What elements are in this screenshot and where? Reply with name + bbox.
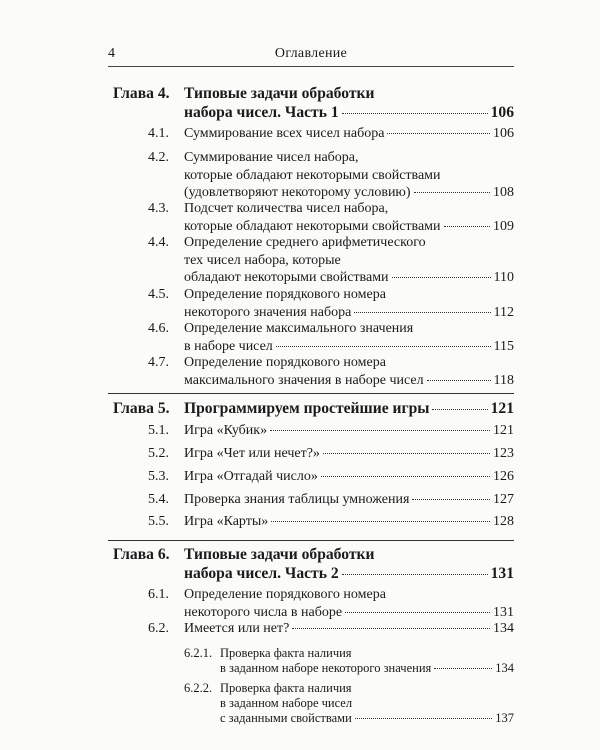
page-ref: 137 <box>495 711 514 725</box>
section-number: 5.3. <box>148 469 169 484</box>
entry-text: Игра «Карты» <box>184 514 269 529</box>
entry-text: набора чисел. Часть 1 <box>184 104 339 121</box>
section-number: 5.5. <box>148 514 169 529</box>
dot-leader <box>355 718 492 719</box>
entry-text: некоторого числа в наборе <box>184 604 343 620</box>
entry-text: Определение максимального значения <box>184 321 414 336</box>
entry-text: Игра «Кубик» <box>184 423 268 438</box>
section-divider <box>108 393 514 394</box>
section-number: 6.2. <box>148 621 169 636</box>
section-number: 4.1. <box>148 126 169 141</box>
page-number: 4 <box>108 46 115 61</box>
entry-text: Подсчет количества чисел набора, <box>184 201 389 216</box>
page-ref: 110 <box>493 270 514 285</box>
page-ref: 115 <box>493 338 514 354</box>
page-ref: 134 <box>493 621 514 636</box>
entry-text: Суммирование чисел набора, <box>184 150 359 165</box>
page-ref: 109 <box>493 218 514 234</box>
page-ref: 112 <box>493 304 514 320</box>
dot-leader <box>414 192 490 193</box>
subsection-number: 6.2.1. <box>184 646 213 660</box>
section-number: 4.5. <box>148 287 169 302</box>
entry-text: некоторого значения набора <box>184 304 352 320</box>
dot-leader <box>434 668 492 669</box>
subsection-number: 6.2.2. <box>184 681 213 695</box>
entry-text: Проверка знания таблицы умножения <box>184 492 410 507</box>
dot-leader <box>271 521 490 522</box>
entry-text: Игра «Отгадай число» <box>184 469 318 484</box>
entry-text: Определение порядкового номера <box>184 587 386 602</box>
entry-text: Проверка факта наличия <box>220 681 352 695</box>
dot-leader <box>387 133 490 134</box>
entry-text: с заданными свойствами <box>220 711 352 725</box>
entry-text: Игра «Чет или нечет?» <box>184 446 320 461</box>
dot-leader <box>321 476 490 477</box>
page-ref: 131 <box>493 604 514 620</box>
section-number: 5.1. <box>148 423 169 438</box>
page-ref: 108 <box>493 185 514 200</box>
running-header <box>108 44 514 67</box>
page-ref: 123 <box>493 446 514 461</box>
chapter-label: Глава 6. <box>113 546 170 563</box>
page-ref: 127 <box>493 492 514 507</box>
entry-text: в наборе чисел <box>184 338 273 354</box>
section-number: 4.2. <box>148 150 169 165</box>
entry-text: Определение порядкового номера <box>184 355 386 370</box>
page-ref: 134 <box>495 661 514 675</box>
entry-text: обладают некоторыми свойствами <box>184 270 389 285</box>
page-ref: 121 <box>493 423 514 438</box>
page-ref: 121 <box>490 400 514 417</box>
entry-text: Имеется или нет? <box>184 621 290 636</box>
entry-text: в заданном наборе чисел <box>220 696 353 710</box>
dot-leader <box>292 628 490 629</box>
entry-text: Типовые задачи обработки <box>184 546 375 563</box>
entry-text: Определение порядкового номера <box>184 287 386 302</box>
chapter-label: Глава 5. <box>113 400 170 417</box>
entry-text: тех чисел набора, которые <box>184 252 341 268</box>
page-ref: 106 <box>493 126 514 141</box>
dot-leader <box>345 612 490 613</box>
section-divider <box>108 540 514 541</box>
chapter-label: Глава 4. <box>113 85 170 102</box>
dot-leader <box>432 409 487 410</box>
entry-text: (удовлетворяют некоторому условию) <box>184 185 411 200</box>
page-ref: 106 <box>490 104 514 121</box>
dot-leader <box>276 346 491 347</box>
entry-text: в заданном наборе некоторого значения <box>220 661 432 675</box>
entry-text: Типовые задачи обработки <box>184 85 375 102</box>
page-ref: 128 <box>493 514 514 529</box>
entry-text: Определение среднего арифметического <box>184 235 426 250</box>
entry-text: которые обладают некоторыми свойствами <box>184 218 441 234</box>
running-title: Оглавление <box>274 46 348 61</box>
page-ref: 126 <box>493 469 514 484</box>
entry-text: набора чисел. Часть 2 <box>184 565 339 582</box>
page-ref: 131 <box>490 565 514 582</box>
entry-text: Программируем простейшие игры <box>184 400 430 417</box>
section-number: 4.4. <box>148 235 169 250</box>
dot-leader <box>270 430 490 431</box>
section-number: 4.6. <box>148 321 169 336</box>
entry-text: которые обладают некоторыми свойствами <box>184 167 441 183</box>
section-number: 4.7. <box>148 355 169 370</box>
section-number: 5.2. <box>148 446 169 461</box>
dot-leader <box>323 453 490 454</box>
entry-text: Суммирование всех чисел набора <box>184 126 385 141</box>
entry-text: максимального значения в наборе чисел <box>184 372 424 388</box>
dot-leader <box>392 277 491 278</box>
dot-leader <box>412 499 490 500</box>
page-ref: 118 <box>493 372 514 388</box>
section-number: 4.3. <box>148 201 169 216</box>
section-number: 5.4. <box>148 492 169 507</box>
dot-leader <box>342 574 488 575</box>
dot-leader <box>427 380 491 381</box>
dot-leader <box>342 113 488 114</box>
dot-leader <box>354 312 490 313</box>
entry-text: Проверка факта наличия <box>220 646 352 660</box>
dot-leader <box>444 226 490 227</box>
section-number: 6.1. <box>148 587 169 602</box>
